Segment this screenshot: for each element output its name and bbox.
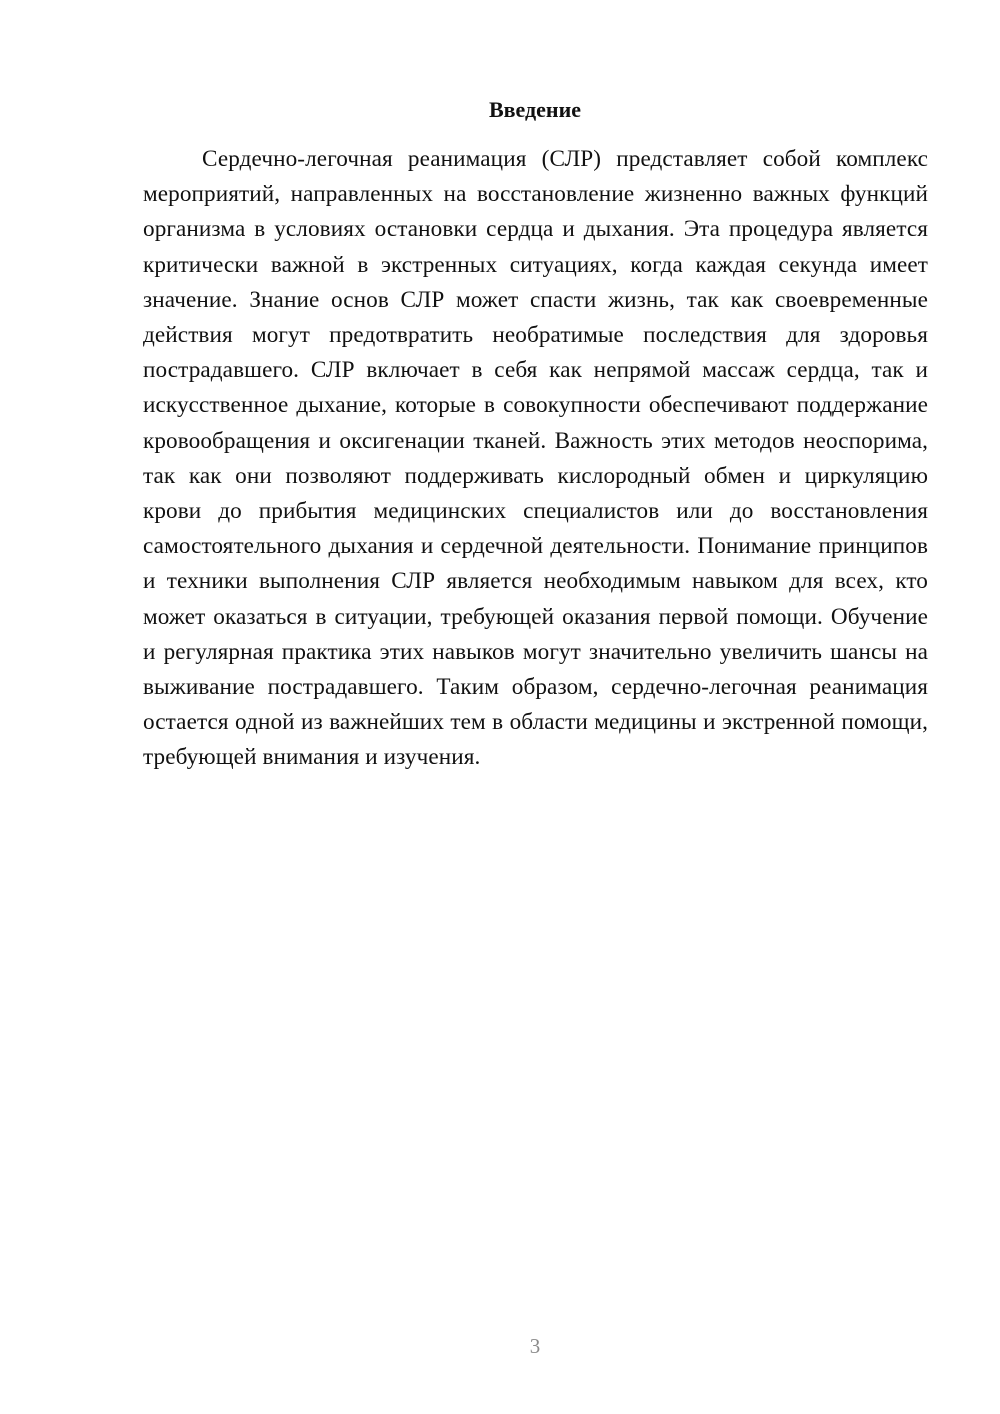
page-number: 3 xyxy=(529,1334,541,1358)
section-heading: Введение xyxy=(488,97,582,122)
introduction-paragraph: Сердечно-легочная реанимация (СЛР) представляет собой комплекс мероприятий, направленных на восстановление жизненно важных функций организма в условиях остановки сердца и дыхания. Эта процедура является критически важной в экстренных ситуациях, когда каждая секунда имеет значение. Знание основ СЛР может спасти жизнь, так как своевременные действия могут предотвратить необратимые последствия для здоровья пострадавшего. СЛР включает в себя как непрямой массаж сердца, так и искусственное дыхание, которые в совокупности обеспечивают поддержание кровообращения и оксигенации тканей. Важность этих методов неоспорима, так как они позволяют поддерживать кислородный обмен и циркуляцию крови до прибытия медицинских специалистов или до восстановления самостоятельного дыхания и сердечной деятельности. Понимание принципов и техники выполнения СЛР является необходимым навыком для всех, кто может оказаться в ситуации, требующей оказания первой помощи. Обучение и регулярная практика этих навыков могут значительно увеличить шансы на выживание пострадавшего. Таким образом, сердечно-легочная реанимация остается одной из важнейших тем в области медицины и экстренной помощи, требующей внимания и изучения. xyxy=(143,146,928,771)
